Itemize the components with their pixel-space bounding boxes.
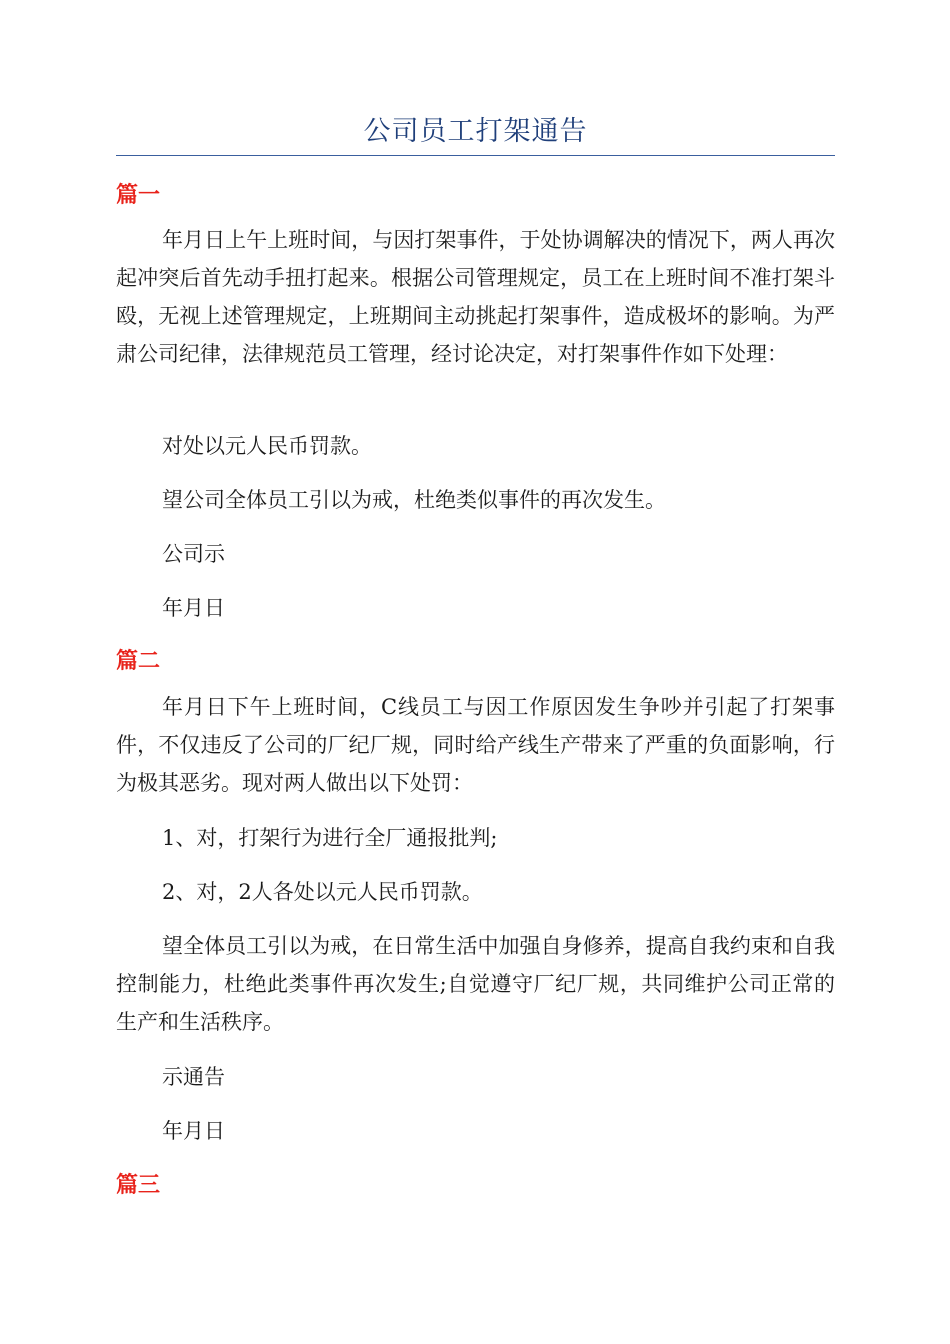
section-1-paragraph-1: 年月日上午上班时间，与因打架事件，于处协调解决的情况下，两人再次起冲突后首先动手扭打起来。根据公司管理规定，员工在上班时间不准打架斗殴，无视上述管理规定，上班期间主动挑起打架事件，造成极坏的影响。为严肃公司纪律，法律规范员工管理，经讨论决定，对打架事件作如下处理： (116, 228, 835, 366)
section-2-date: 年月日 (162, 1119, 225, 1143)
section-1-date: 年月日 (162, 596, 225, 620)
section-2-signature: 示通告 (162, 1065, 225, 1089)
section-2-item-2: 2、对，2人各处以元人民币罚款。 (162, 880, 483, 904)
section-1-signature: 公司示 (162, 542, 225, 566)
section-heading-3: 篇三 (116, 1173, 161, 1198)
section-1-paragraph-3: 望公司全体员工引以为戒，杜绝类似事件的再次发生。 (162, 488, 666, 512)
section-heading-2: 篇二 (116, 649, 161, 674)
section-heading-1: 篇一 (116, 183, 161, 208)
section-1-paragraph-2: 对处以元人民币罚款。 (162, 434, 372, 458)
section-2-paragraph-4: 望全体员工引以为戒，在日常生活中加强自身修养，提高自我约束和自我控制能力，杜绝此类事件再次发生;自觉遵守厂纪厂规，共同维护公司正常的生产和生活秩序。 (116, 934, 835, 1034)
document-title: 公司员工打架通告 (363, 116, 588, 147)
section-2-item-1: 1、对，打架行为进行全厂通报批判; (162, 826, 498, 850)
section-2-paragraph-1: 年月日下午上班时间，C线员工与因工作原因发生争吵并引起了打架事件，不仅违反了公司的厂纪厂规，同时给产线生产带来了严重的负面影响，行为极其恶劣。现对两人做出以下处罚： (116, 695, 835, 795)
title-underline (116, 155, 835, 156)
